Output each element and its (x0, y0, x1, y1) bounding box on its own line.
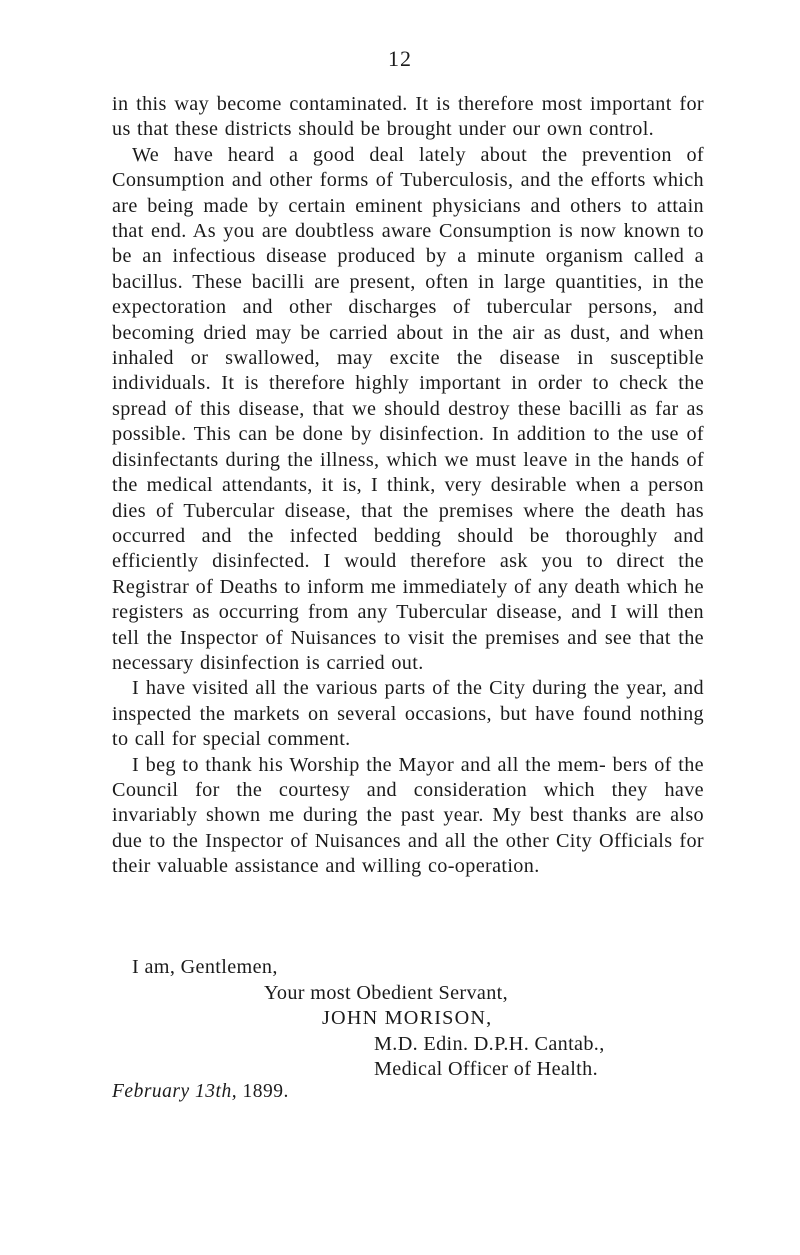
signatory-title: Medical Officer of Health. (374, 1058, 598, 1081)
page-number: 12 (388, 46, 412, 71)
signatory-name: JOHN MORISON, (322, 1007, 493, 1030)
paragraph-consumption: We have heard a good deal lately about the prevention of Consumption and other forms of Tuberculosis, and the efforts which are being made by certain eminent physicians and others to attain that end. As you are doubtless aware Consumption is now known to be an infectious disease produced by a minute organism called a bacillus. These bacilli are present, often in large quantities, in the expectoration and other discharges of tubercular persons, and becoming dried may be carried about in the air as dust, and when inhaled or swallowed, may excite the disease in susceptible individuals. It is therefore highly important in order to check the spread of this disease, that we should destroy these bacilli as far as possible. This can be done by disinfection. In addition to the use of disinfectants during the illness, which we must leave in the hands of the medical attendants, it is, I think, very desirable when a person dies of Tubercular disease, that the premises where the death has occurred and the infected bedding should be thoroughly and efficiently disinfected. I would therefore ask you to direct the Registrar of Deaths to inform me immediately of any death which he registers as occurring from any Tubercular disease, and I will then tell the Inspector of Nuisances to visit the premises and see that the necessary disinfection is carried out. (112, 143, 704, 674)
paragraph-contamination: in this way become contaminated. It is therefore most important for us that these districts should be brought under our own control. (112, 93, 704, 141)
signatory-degrees: M.D. Edin. D.P.H. Cantab., (374, 1032, 605, 1055)
date-day: 13th, (195, 1081, 238, 1102)
salutation: I am, Gentlemen, (132, 956, 278, 978)
report-body (112, 92, 704, 880)
letter-date (112, 1081, 289, 1103)
paragraph-city-visits: I have visited all the various parts of the City during the year, and inspected the markets on several occasions, but have found nothing to call for special comment. (112, 677, 704, 751)
valediction: Your most Obedient Servant, (264, 981, 509, 1004)
date-month: February (112, 1081, 190, 1102)
paragraph-thanks: I beg to thank his Worship the Mayor and all the mem- bers of the Council for the courtesy and consideration which they have invariably shown me during the past year. My best thanks are also due to the Inspector of Nuisances and all the other City Officials for their valuable assistance and willing co-operation. (112, 753, 704, 878)
date-year: 1899. (242, 1081, 289, 1102)
letter-closing (112, 955, 732, 1083)
